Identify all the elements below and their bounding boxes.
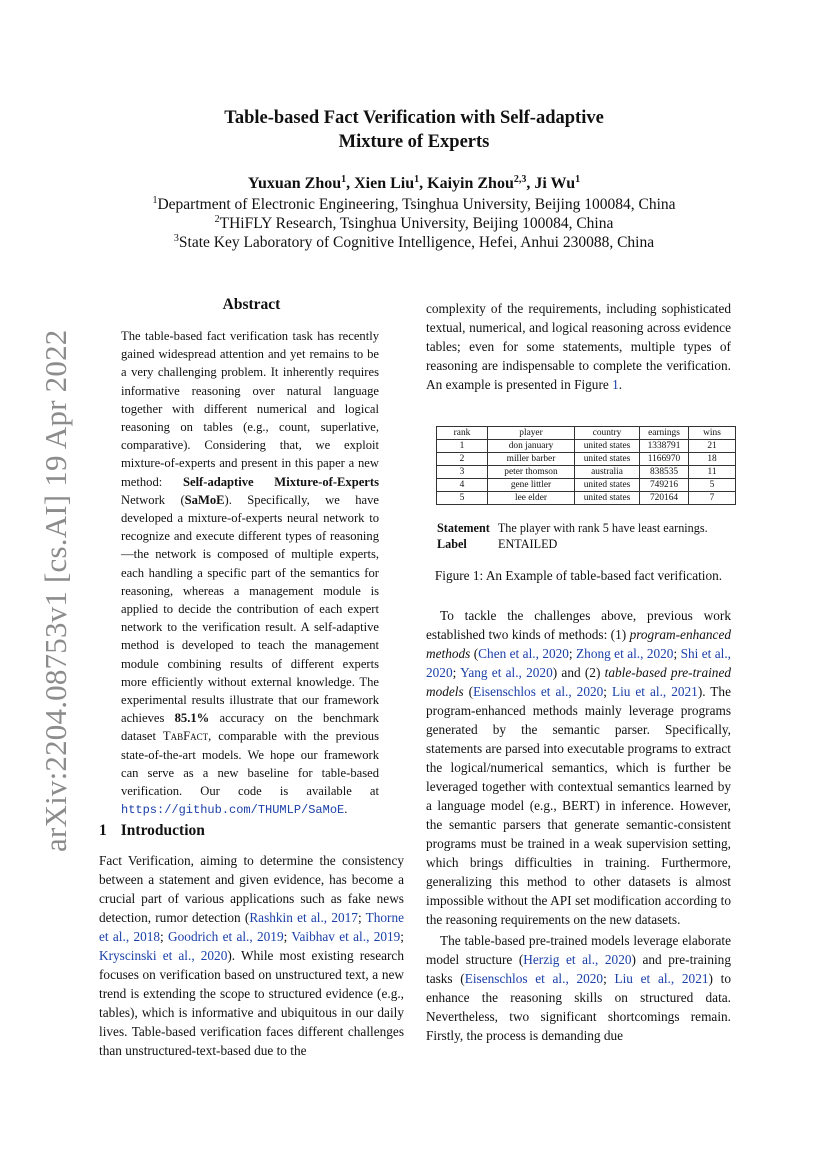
citation-link[interactable]: Goodrich et al., 2019 — [168, 929, 284, 944]
intro-paragraph: Fact Verification, aiming to determine the consistency between a statement and given evidence, has become a crucial part of various applications such as fake news detection, rumor detection (Rashkin et al., 2017; Thorne et al., 2018; Goodrich et al., 2019; Vaibhav et al., 2019; Kryscinski et al., 2020). While most existing research focuses on verification based on unstructured text, a new trend is extending the scope to structured evidence (e.g., tables), which is informative and ubiquitous in our daily lives. Table-based verification faces different challenges than unstructured-text-based due to the — [99, 853, 404, 1058]
table-cell: 3 — [437, 466, 488, 479]
section-title: Introduction — [120, 822, 205, 839]
author-sup: 1 — [414, 174, 420, 185]
figure-ref-link[interactable]: 1 — [612, 377, 619, 392]
arxiv-sidebar — [14, 329, 73, 852]
table-header: wins — [689, 427, 736, 440]
emphasis: table-based pre-trained models — [426, 665, 732, 699]
affiliation — [0, 195, 828, 214]
citation-link[interactable]: Eisenschlos et al., 2020 — [473, 684, 604, 699]
author: Xien Liu — [354, 175, 415, 192]
table-cell: united states — [575, 492, 640, 505]
dataset-name: TabFact — [162, 729, 209, 744]
method-acronym: SaMoE — [184, 492, 225, 507]
table-cell: australia — [575, 466, 640, 479]
table-cell: united states — [575, 453, 640, 466]
table-cell: 1166970 — [640, 453, 689, 466]
author: Yuxuan Zhou — [247, 175, 342, 192]
figure-caption: Figure 1: An Example of table-based fact verification. — [434, 568, 723, 583]
abstract-text: . — [344, 802, 348, 817]
table-cell: 1338791 — [640, 440, 689, 453]
right-column-intro — [426, 299, 731, 394]
author: Kaiyin Zhou — [427, 175, 514, 192]
citation-link[interactable]: Rashkin et al., 2017 — [249, 910, 358, 925]
right-column-body — [426, 606, 731, 1045]
author-list: Yuxuan Zhou$^1$, Xien Liu$^1$, Kaiyin Zhou$^{2,3}$, Ji Wu$^1$ — [247, 174, 581, 192]
table-cell: 2 — [437, 453, 488, 466]
table-cell: don january — [488, 440, 575, 453]
title-line-2: Mixture of Experts — [338, 132, 490, 152]
paragraph: To tackle the challenges above, previous work established two kinds of methods: (1) program-enhanced methods (Chen et al., 2020; Zhong et al., 2020; Shi et al., 2020; Yang et al., 2020) and (2) table-based pre-trained models (Eisenschlos et al., 2020; Liu et al., 2021). The program-enhanced methods mainly leverage programs generated by the semantic parser. Specifically, statements are parsed into executable programs to extract the logical/numerical semantics, which is further be leveraged together with contextual semantics learned by a language model (e.g., BERT) in inference. However, the semantic parsers that generate semantic-consistent programs must be trained in a weak supervision setting, which brings difficulties in training. Furthermore, generalizing this method to other datasets is almost impossible without the API set modification according to the reasoning requirements on the new datasets. — [426, 608, 732, 927]
affil-text: THiFLY Research, Tsinghua University, Beijing 100084, China — [219, 215, 614, 232]
affil-text: Department of Electronic Engineering, Tsinghua University, Beijing 100084, China — [157, 196, 676, 213]
accuracy-value: 85.1% — [174, 711, 210, 726]
table-row — [437, 440, 736, 453]
table-cell: 11 — [689, 466, 736, 479]
abstract-body — [121, 327, 379, 819]
citation-link[interactable]: Chen et al., 2020 — [478, 646, 569, 661]
table-cell: 1 — [437, 440, 488, 453]
method-name: Self-adaptive Mixture-of-Experts — [182, 474, 379, 489]
table-header: country — [575, 427, 640, 440]
author-sup: 2,3 — [513, 174, 527, 185]
section-number: 1 — [99, 822, 107, 839]
table-cell: peter thomson — [488, 466, 575, 479]
table-cell: miller barber — [488, 453, 575, 466]
affiliations — [0, 195, 828, 252]
abstract-text: accuracy on the benchmark dataset — [121, 711, 379, 744]
statement-label: Statement — [437, 521, 490, 535]
table-row — [437, 479, 736, 492]
code-url-link[interactable]: https://github.com/THUMLP/SaMoE — [121, 803, 345, 818]
body-text: To tackle the challenges above, previous work established two kinds of methods: (1) — [426, 608, 731, 642]
abstract-heading: Abstract — [222, 296, 281, 313]
table-cell: united states — [575, 479, 640, 492]
table-cell: 838535 — [640, 466, 689, 479]
table-cell: 5 — [689, 479, 736, 492]
citation-link[interactable]: Zhong et al., 2020 — [576, 646, 674, 661]
arxiv-identifier: arXiv:2204.08753v1 [cs.AI] 19 Apr 2022 — [38, 329, 73, 852]
table-cell: 749216 — [640, 479, 689, 492]
citation-link[interactable]: Thorne et al., 2018 — [99, 910, 404, 944]
body-text: ) and pre-training tasks ( — [426, 952, 731, 986]
citation-link[interactable]: Vaibhav et al., 2019 — [291, 929, 401, 944]
citation-link[interactable]: Yang et al., 2020 — [460, 665, 553, 680]
citation-link[interactable]: Herzig et al., 2020 — [523, 952, 632, 967]
paragraph: The table-based pre-trained models leverage elaborate model structure (Herzig et al., 2020) and pre-training tasks (Eisenschlos et al., 2020; Liu et al., 2021) to enhance the reasoning skills on structured data. Nevertheless, two significant shortcomings remain. Firstly, the process is demanding due — [426, 933, 731, 1043]
table-cell: 7 — [689, 492, 736, 505]
paper-title — [0, 106, 828, 154]
citation-link[interactable]: Liu et al., 2021 — [611, 684, 698, 699]
label-label: Label — [437, 537, 467, 551]
table-header-row — [437, 427, 736, 440]
body-text: . — [618, 377, 623, 392]
citation-link[interactable]: Shi et al., 2020 — [426, 646, 731, 680]
body-text: ( — [470, 646, 479, 661]
table-cell: 5 — [437, 492, 488, 505]
table-cell: united states — [575, 440, 640, 453]
abstract-text: ). Specifically, we have developed a mixture-of-experts neural network to recognize and execute different types of reasoning—the network is composed of multiple experts, each handling a specific part of the semantics for reasoning, whereas a management module is applied to decide the contribution of each expert network to the verification result. A self-adaptive method is developed to teach the management module combining results of different experts more efficiently without external knowledge. The experimental results illustrate that our framework achieves — [121, 492, 379, 726]
body-text: ) to enhance the reasoning skills on structured data. Nevertheless, two significant shortcomings remain. Firstly, the process is demanding due — [426, 971, 731, 1043]
citation-link[interactable]: Kryscinski et al., 2020 — [99, 948, 228, 963]
table-row — [437, 492, 736, 505]
author-sup: 1 — [575, 174, 581, 185]
author-sup: 1 — [341, 174, 347, 185]
emphasis: program-enhanced methods — [426, 627, 731, 661]
table-cell: 21 — [689, 440, 736, 453]
table-cell: 18 — [689, 453, 736, 466]
table-cell: 4 — [437, 479, 488, 492]
table-header: player — [488, 427, 575, 440]
citation-link[interactable]: Liu et al., 2021 — [614, 971, 709, 986]
body-text: ) and (2) — [552, 665, 605, 680]
section-heading — [99, 822, 205, 840]
abstract-text: , comparable with the previous state-of-the-art models. We hope our framework can serve as a new baseline for table-based verification. Our code is available at — [121, 729, 379, 799]
table-row — [437, 453, 736, 466]
abstract-text: The table-based fact verification task has recently gained widespread attention and yet remains to be a very challenging problem. It inherently requires informative reasoning over natural language together with different numerical and logical reasoning on tables (e.g., count, superlative, comparative). Considering that, we exploit mixture-of-experts and present in this paper a new method: — [121, 329, 379, 489]
affiliation — [0, 214, 828, 233]
title-line-1: Table-based Fact Verification with Self-adaptive — [224, 108, 604, 128]
body-text: ( — [463, 684, 474, 699]
table-header: earnings — [640, 427, 689, 440]
table-cell: lee elder — [488, 492, 575, 505]
affiliation — [0, 233, 828, 252]
table-cell: gene littler — [488, 479, 575, 492]
affil-sup: 1 — [152, 195, 158, 206]
citation-link[interactable]: Eisenschlos et al., 2020 — [464, 971, 604, 986]
affil-sup: 2 — [214, 214, 220, 225]
label-value: ENTAILED — [498, 537, 558, 551]
body-text: ). The program-enhanced methods mainly leverage programs generated by the semantic parser. Specifically, statements are parsed into executable programs to extract the logical/numerical semantics, which is further be leveraged together with contextual semantics learned by a language model (e.g., BERT) in inference. However, the semantic parsers that generate semantic-consistent programs must be trained in a weak supervision setting, which brings difficulties in training. Furthermore, generalizing this method to other datasets is almost impossible without the API set modification according to the reasoning requirements on the new datasets. — [426, 684, 731, 927]
intro-text: Fact Verification, aiming to determine the consistency between a statement and given evidence, has become a crucial part of various applications such as fake news detection, rumor detection ( — [99, 853, 404, 925]
statement-text: The player with rank 5 have least earnings. — [497, 521, 708, 535]
body-text: The table-based pre-trained models leverage elaborate model structure ( — [426, 933, 731, 967]
body-text: complexity of the requirements, including sophisticated textual, numerical, and logical reasoning across evidence tables; even for some statements, multiple types of reasoning are indispensable to complete the verification. An example is presented in Figure — [426, 301, 731, 392]
figure-table — [436, 426, 736, 505]
affil-sup: 3 — [173, 233, 179, 244]
author: Ji Wu — [534, 175, 576, 192]
table-cell: 720164 — [640, 492, 689, 505]
affil-text: State Key Laboratory of Cognitive Intelligence, Hefei, Anhui 230088, China — [178, 234, 655, 251]
table-header: rank — [437, 427, 488, 440]
intro-text: ). While most existing research focuses on verification based on unstructured text, a new trend is extending the scope to structured evidence (e.g., tables), which is informative and ubiquitous in our daily lives. Table-based verification faces different challenges than unstructured-text-based due to the — [99, 948, 404, 1058]
figure-statement — [437, 520, 708, 552]
abstract-text: Network ( — [121, 492, 185, 507]
table-row — [437, 466, 736, 479]
